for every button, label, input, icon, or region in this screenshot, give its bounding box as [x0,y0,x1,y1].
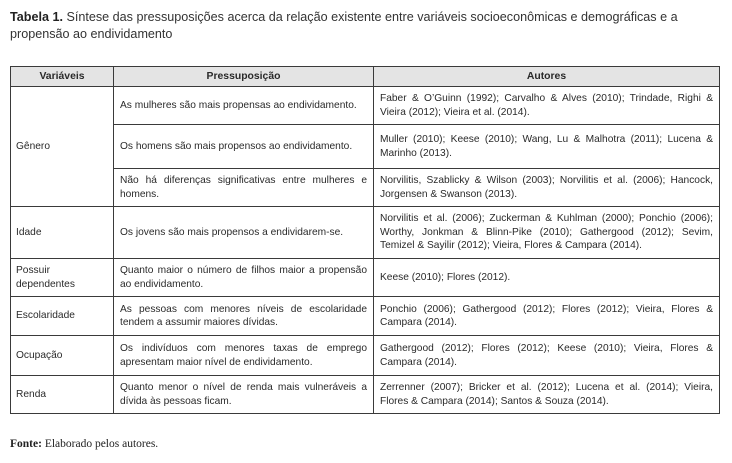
header-autores: Autores [374,67,720,87]
table-row [11,297,720,336]
authors-cell: Norvilitis et al. (2006); Zuckerman & Kuhlman (2000); Ponchio (2006); Worthy, Jonkman & Blinn-Pike (2010); Gathergood (2012); Sevim, Temizel & Sayilir (2012); Vieira, Flores & Campara (2014). [374,207,720,259]
authors-cell: Gathergood (2012); Flores (2012); Keese (2010); Vieira, Flores & Campara (2014). [374,336,720,376]
assumption-cell: As pessoas com menores níveis de escolaridade tendem a assumir maiores dívidas. [114,297,374,336]
table-row [11,125,720,169]
caption-label: Tabela 1. [10,10,63,24]
table-row [11,376,720,414]
variable-cell: Escolaridade [11,297,114,336]
authors-cell: Faber & O’Guinn (1992); Carvalho & Alves (2010); Trindade, Righi & Vieira (2012); Vieira et al. (2014). [374,87,720,125]
caption-text: Síntese das pressuposições acerca da relação existente entre variáveis socioeconômicas e demográficas e a propensão ao endividamento [10,10,678,41]
assumption-cell: Quanto maior o número de filhos maior a propensão ao endividamento. [114,259,374,297]
header-pressuposicao: Pressuposição [114,67,374,87]
variable-cell: Idade [11,207,114,259]
authors-cell: Muller (2010); Keese (2010); Wang, Lu & Malhotra (2011); Lucena & Marinho (2013). [374,125,720,169]
variable-cell: Gênero [11,87,114,207]
table-source [10,438,158,450]
assumption-cell: Não há diferenças significativas entre mulheres e homens. [114,169,374,207]
table-row [11,87,720,125]
authors-cell: Norvilitis, Szablicky & Wilson (2003); Norvilitis et al. (2006); Hancock, Jorgensen & Swanson (2013). [374,169,720,207]
assumption-cell: As mulheres são mais propensas ao endividamento. [114,87,374,125]
variable-cell: Ocupação [11,336,114,376]
variable-cell: Renda [11,376,114,414]
authors-cell: Zerrenner (2007); Bricker et al. (2012); Lucena et al. (2014); Vieira, Flores & Campara (2014); Santos & Souza (2014). [374,376,720,414]
table-caption [10,9,725,43]
table-row [11,169,720,207]
table-row [11,207,720,259]
source-label: Fonte: [10,438,42,450]
assumption-cell: Os homens são mais propensos ao endividamento. [114,125,374,169]
authors-cell: Ponchio (2006); Gathergood (2012); Flores (2012); Vieira, Flores & Campara (2014). [374,297,720,336]
variable-cell: Possuir dependentes [11,259,114,297]
table-row [11,336,720,376]
source-text: Elaborado pelos autores. [44,438,159,450]
assumption-cell: Os jovens são mais propensos a endividarem-se. [114,207,374,259]
authors-cell: Keese (2010); Flores (2012). [374,259,720,297]
assumption-cell: Os indivíduos com menores taxas de emprego apresentam maior nível de endividamento. [114,336,374,376]
assumption-cell: Quanto menor o nível de renda mais vulneráveis a dívida às pessoas ficam. [114,376,374,414]
header-row [11,67,720,87]
table-row [11,259,720,297]
data-table [10,66,720,414]
header-variaveis: Variáveis [11,67,114,87]
